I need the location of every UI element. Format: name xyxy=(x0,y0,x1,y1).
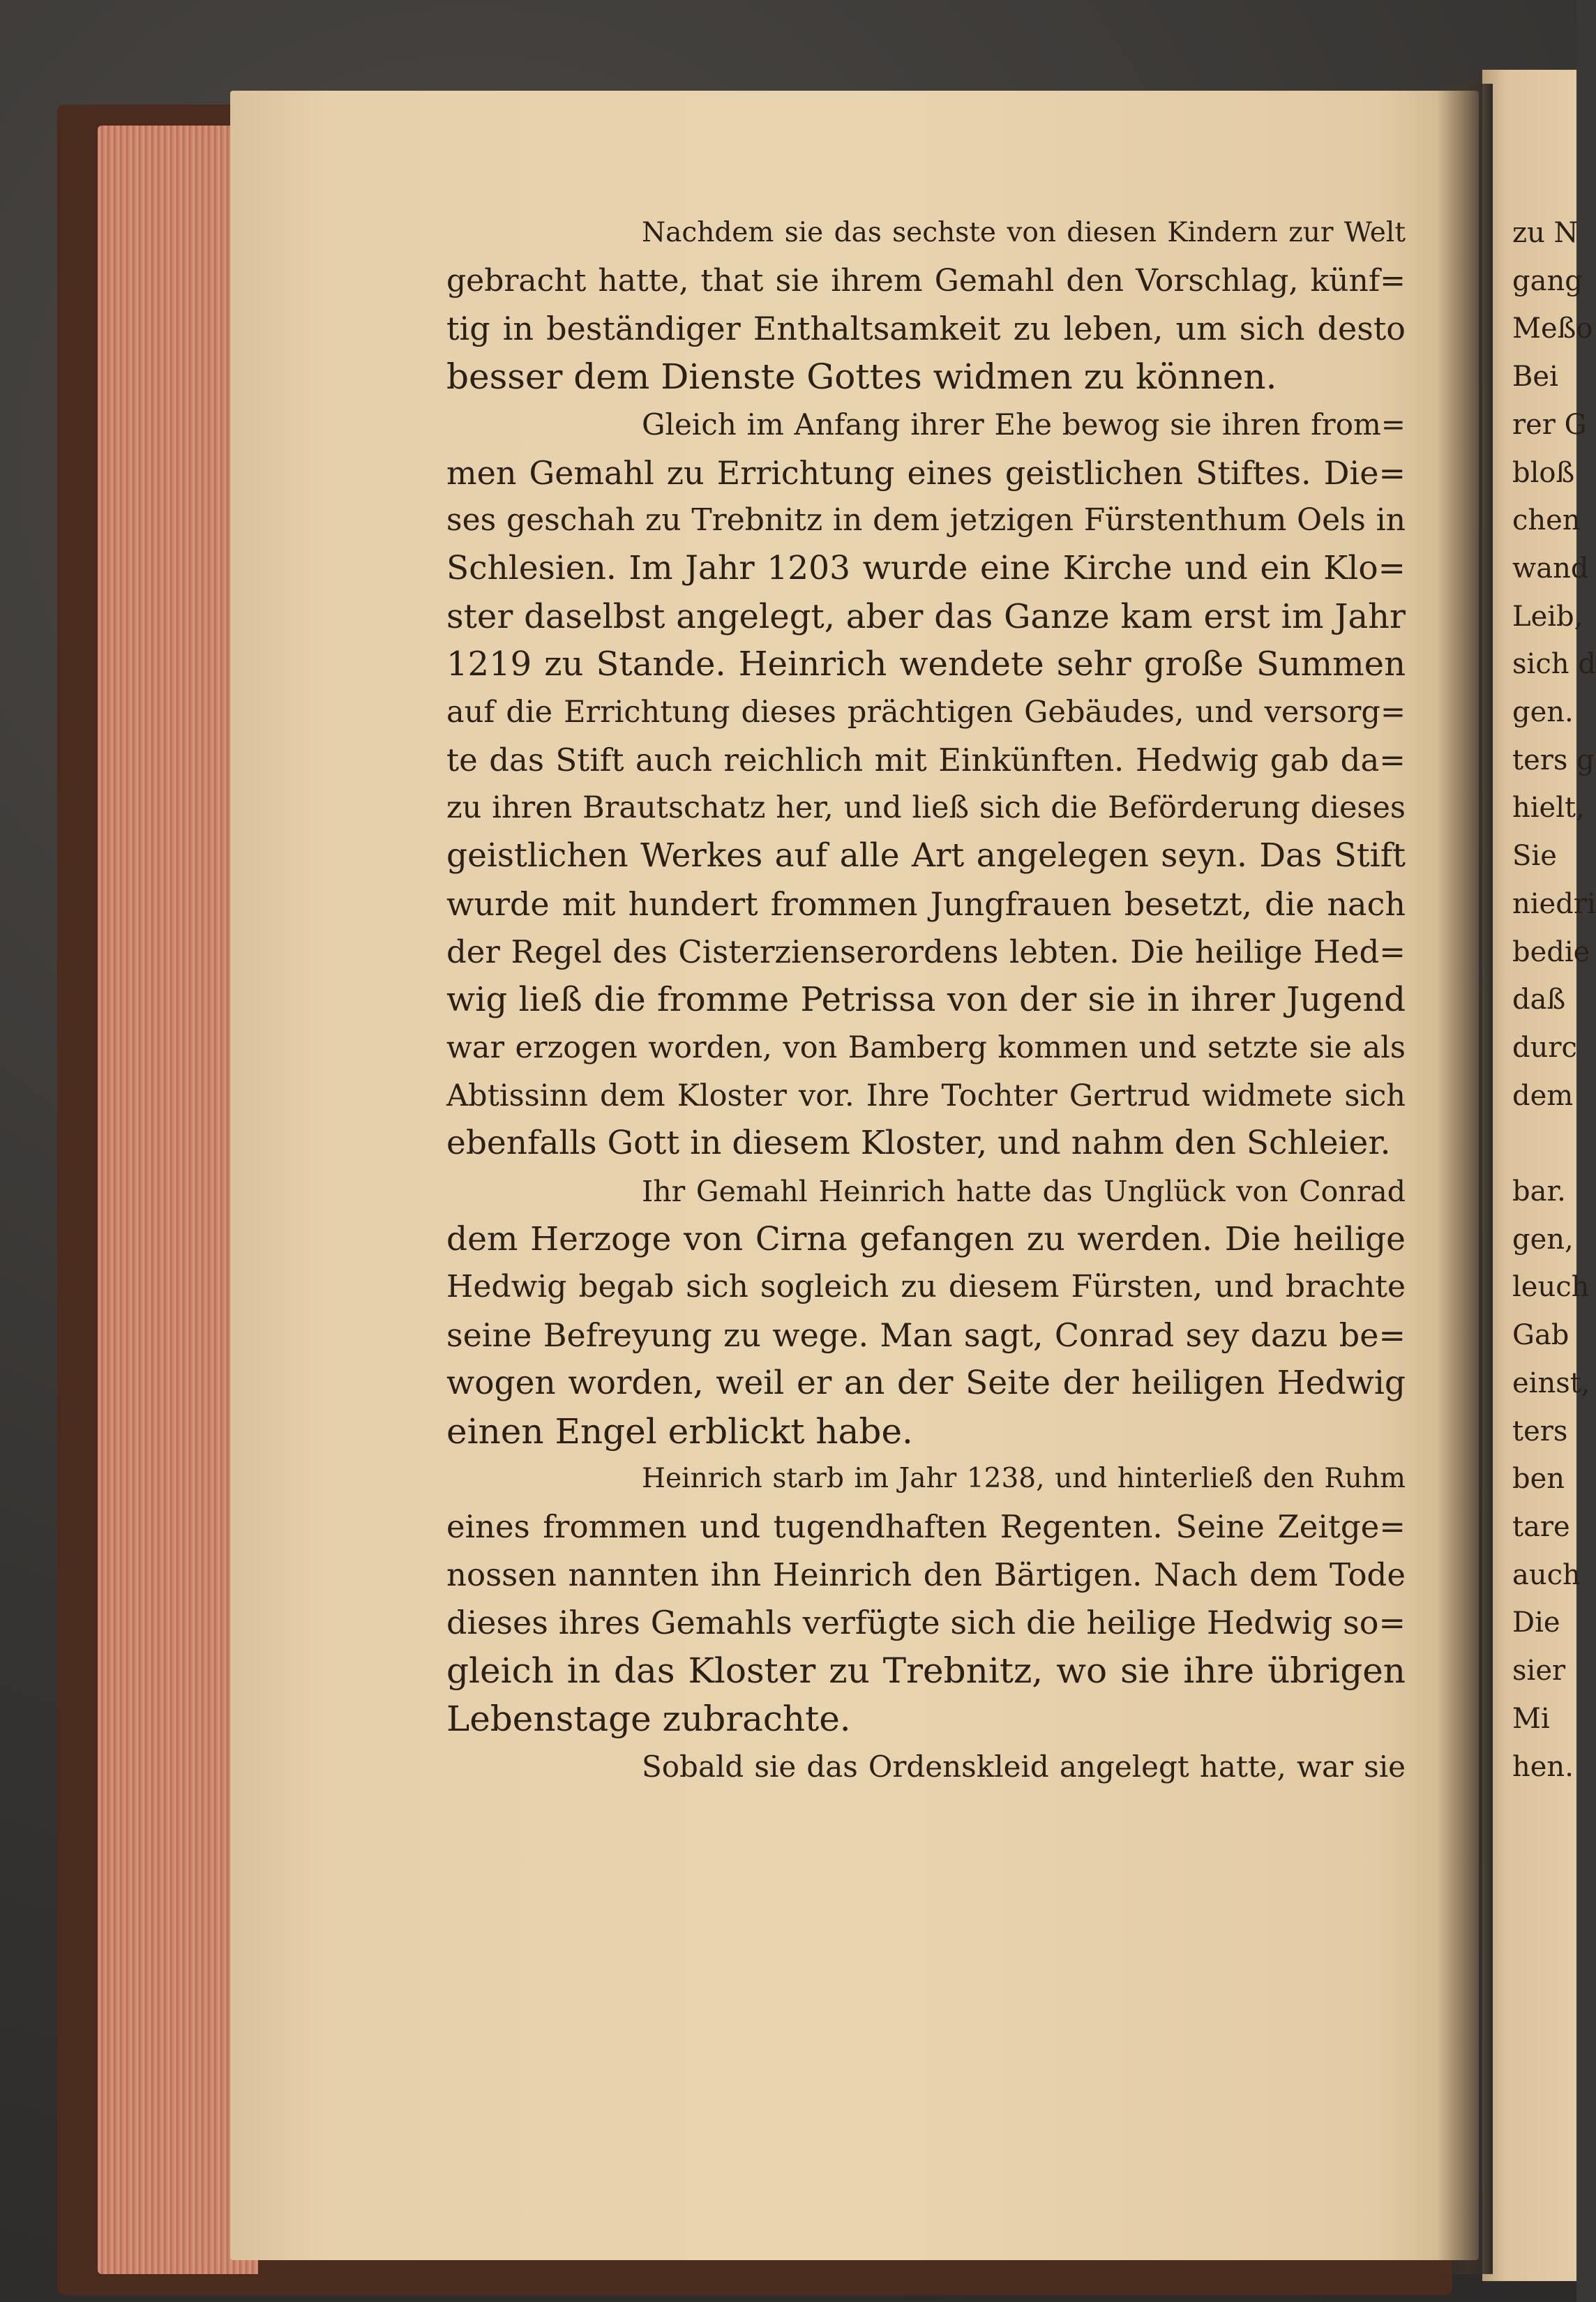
text-line: Schlesien. Im Jahr 1203 wurde eine Kirche und ein Klo= xyxy=(446,548,1406,587)
facing-fragment: gen, xyxy=(1512,1223,1574,1256)
text-line: zu ihren Brautschatz her, und ließ sich die Beförderung dieses xyxy=(446,790,1406,826)
text-line: ses geschah zu Trebnitz in dem jetzigen Fürstenthum Oels in xyxy=(446,502,1406,539)
facing-fragment: bar. xyxy=(1512,1175,1566,1208)
facing-fragment xyxy=(1512,1120,1576,1168)
text-line: wig ließ die fromme Petrissa von der sie in ihrer Jugend xyxy=(446,980,1406,1020)
facing-page-fragments xyxy=(1512,209,1596,1791)
facing-fragment: Sie xyxy=(1512,840,1557,873)
text-line: te das Stift auch reichlich mit Einkünften. Hedwig gab da= xyxy=(446,741,1406,778)
facing-fragment: ben xyxy=(1512,1463,1565,1496)
text-line: Ihr Gemahl Heinrich hatte das Unglück von Conrad xyxy=(642,1175,1406,1209)
facing-fragment: chen xyxy=(1512,504,1581,537)
facing-fragment: ters xyxy=(1512,1415,1568,1447)
facing-fragment: Mi xyxy=(1512,1702,1550,1735)
facing-fragment: leuch xyxy=(1512,1271,1590,1304)
facing-fragment: auch xyxy=(1512,1558,1581,1591)
text-line: Heinrich starb im Jahr 1238, und hinterließ den Ruhm xyxy=(642,1463,1406,1495)
facing-fragment: daß xyxy=(1512,984,1566,1016)
text-line: seine Befreyung zu wege. Man sagt, Conrad sey dazu be= xyxy=(446,1316,1406,1355)
facing-fragment: Die xyxy=(1512,1607,1560,1639)
facing-fragment: ters g xyxy=(1512,744,1595,776)
facing-fragment: sich d xyxy=(1512,648,1596,681)
facing-fragment: niedri xyxy=(1512,887,1596,920)
book-gutter xyxy=(1437,84,1493,2274)
text-line: Lebenstage zubrachte. xyxy=(446,1698,851,1739)
text-line: Abtissinn dem Kloster vor. Ihre Tochter Gertrud widmete sich xyxy=(446,1078,1406,1113)
text-line: der Regel des Cisterzienserordens lebten. Die heilige Hed= xyxy=(446,933,1406,970)
facing-fragment: tare xyxy=(1512,1510,1570,1543)
text-line: besser dem Dienste Gottes widmen zu können. xyxy=(446,356,1277,398)
text-line: men Gemahl zu Errichtung eines geistlichen Stiftes. Die= xyxy=(446,453,1406,492)
facing-fragment: gen. xyxy=(1512,696,1574,729)
text-line: gleich in das Kloster zu Trebnitz, wo sie ihre übrigen xyxy=(446,1650,1406,1692)
facing-fragment: sier xyxy=(1512,1655,1566,1687)
text-line: war erzogen worden, von Bamberg kommen und setzte sie als xyxy=(446,1030,1406,1065)
text-line: tig in beständiger Enthaltsamkeit zu leben, um sich desto xyxy=(446,310,1406,348)
text-line: ebenfalls Gott in diesem Kloster, und nahm den Schleier. xyxy=(446,1124,1391,1163)
text-line: Nachdem sie das sechste von diesen Kindern zur Welt xyxy=(642,217,1406,248)
text-line: Sobald sie das Ordenskleid angelegt hatte, war sie xyxy=(642,1749,1406,1784)
facing-fragment: hielt, xyxy=(1512,792,1585,825)
text-line: geistlichen Werkes auf alle Art angelegen seyn. Das Stift xyxy=(446,836,1406,875)
text-line: ster daselbst angelegt, aber das Ganze kam erst im Jahr xyxy=(446,596,1406,636)
text-line: Gleich im Anfang ihrer Ehe bewog sie ihren from= xyxy=(642,407,1406,442)
facing-fragment: gang xyxy=(1512,264,1583,297)
text-line: wogen worden, weil er an der Seite der heiligen Hedwig xyxy=(446,1363,1406,1402)
text-line: eines frommen und tugendhaften Regenten. Seine Zeitge= xyxy=(446,1507,1406,1545)
facing-fragment: dem xyxy=(1512,1079,1574,1112)
facing-fragment: hen. xyxy=(1512,1750,1574,1783)
facing-fragment: bloß xyxy=(1512,456,1575,489)
facing-fragment: Leib, xyxy=(1512,600,1583,633)
facing-fragment: Meßo xyxy=(1512,313,1593,345)
text-line: wurde mit hundert frommen Jungfrauen besetzt, die nach xyxy=(446,885,1406,923)
facing-fragment: Bei xyxy=(1512,361,1558,393)
facing-fragment: Gab xyxy=(1512,1319,1569,1352)
text-line: einen Engel erblickt habe. xyxy=(446,1410,913,1452)
text-line: 1219 zu Stande. Heinrich wendete sehr große Summen xyxy=(446,645,1406,684)
text-line: nossen nannten ihn Heinrich den Bärtigen. Nach dem Tode xyxy=(446,1556,1406,1593)
text-line: dem Herzoge von Cirna gefangen zu werden. Die heilige xyxy=(446,1219,1406,1258)
text-line: Hedwig begab sich sogleich zu diesem Fürsten, und brachte xyxy=(446,1269,1406,1305)
facing-fragment: wand xyxy=(1512,552,1589,585)
facing-fragment: zu N xyxy=(1512,217,1579,249)
facing-fragment: einst, xyxy=(1512,1367,1590,1399)
facing-fragment: rer G xyxy=(1512,408,1587,441)
facing-fragment: durc xyxy=(1512,1031,1577,1064)
text-line: dieses ihres Gemahls verfügte sich die heilige Hedwig so= xyxy=(446,1604,1406,1642)
facing-fragment: bedie xyxy=(1512,935,1590,968)
text-line: auf die Errichtung dieses prächtigen Gebäudes, und versorg= xyxy=(446,695,1406,730)
page-text xyxy=(446,209,1406,1791)
text-line: gebracht hatte, that sie ihrem Gemahl den Vorschlag, künf= xyxy=(446,262,1406,299)
